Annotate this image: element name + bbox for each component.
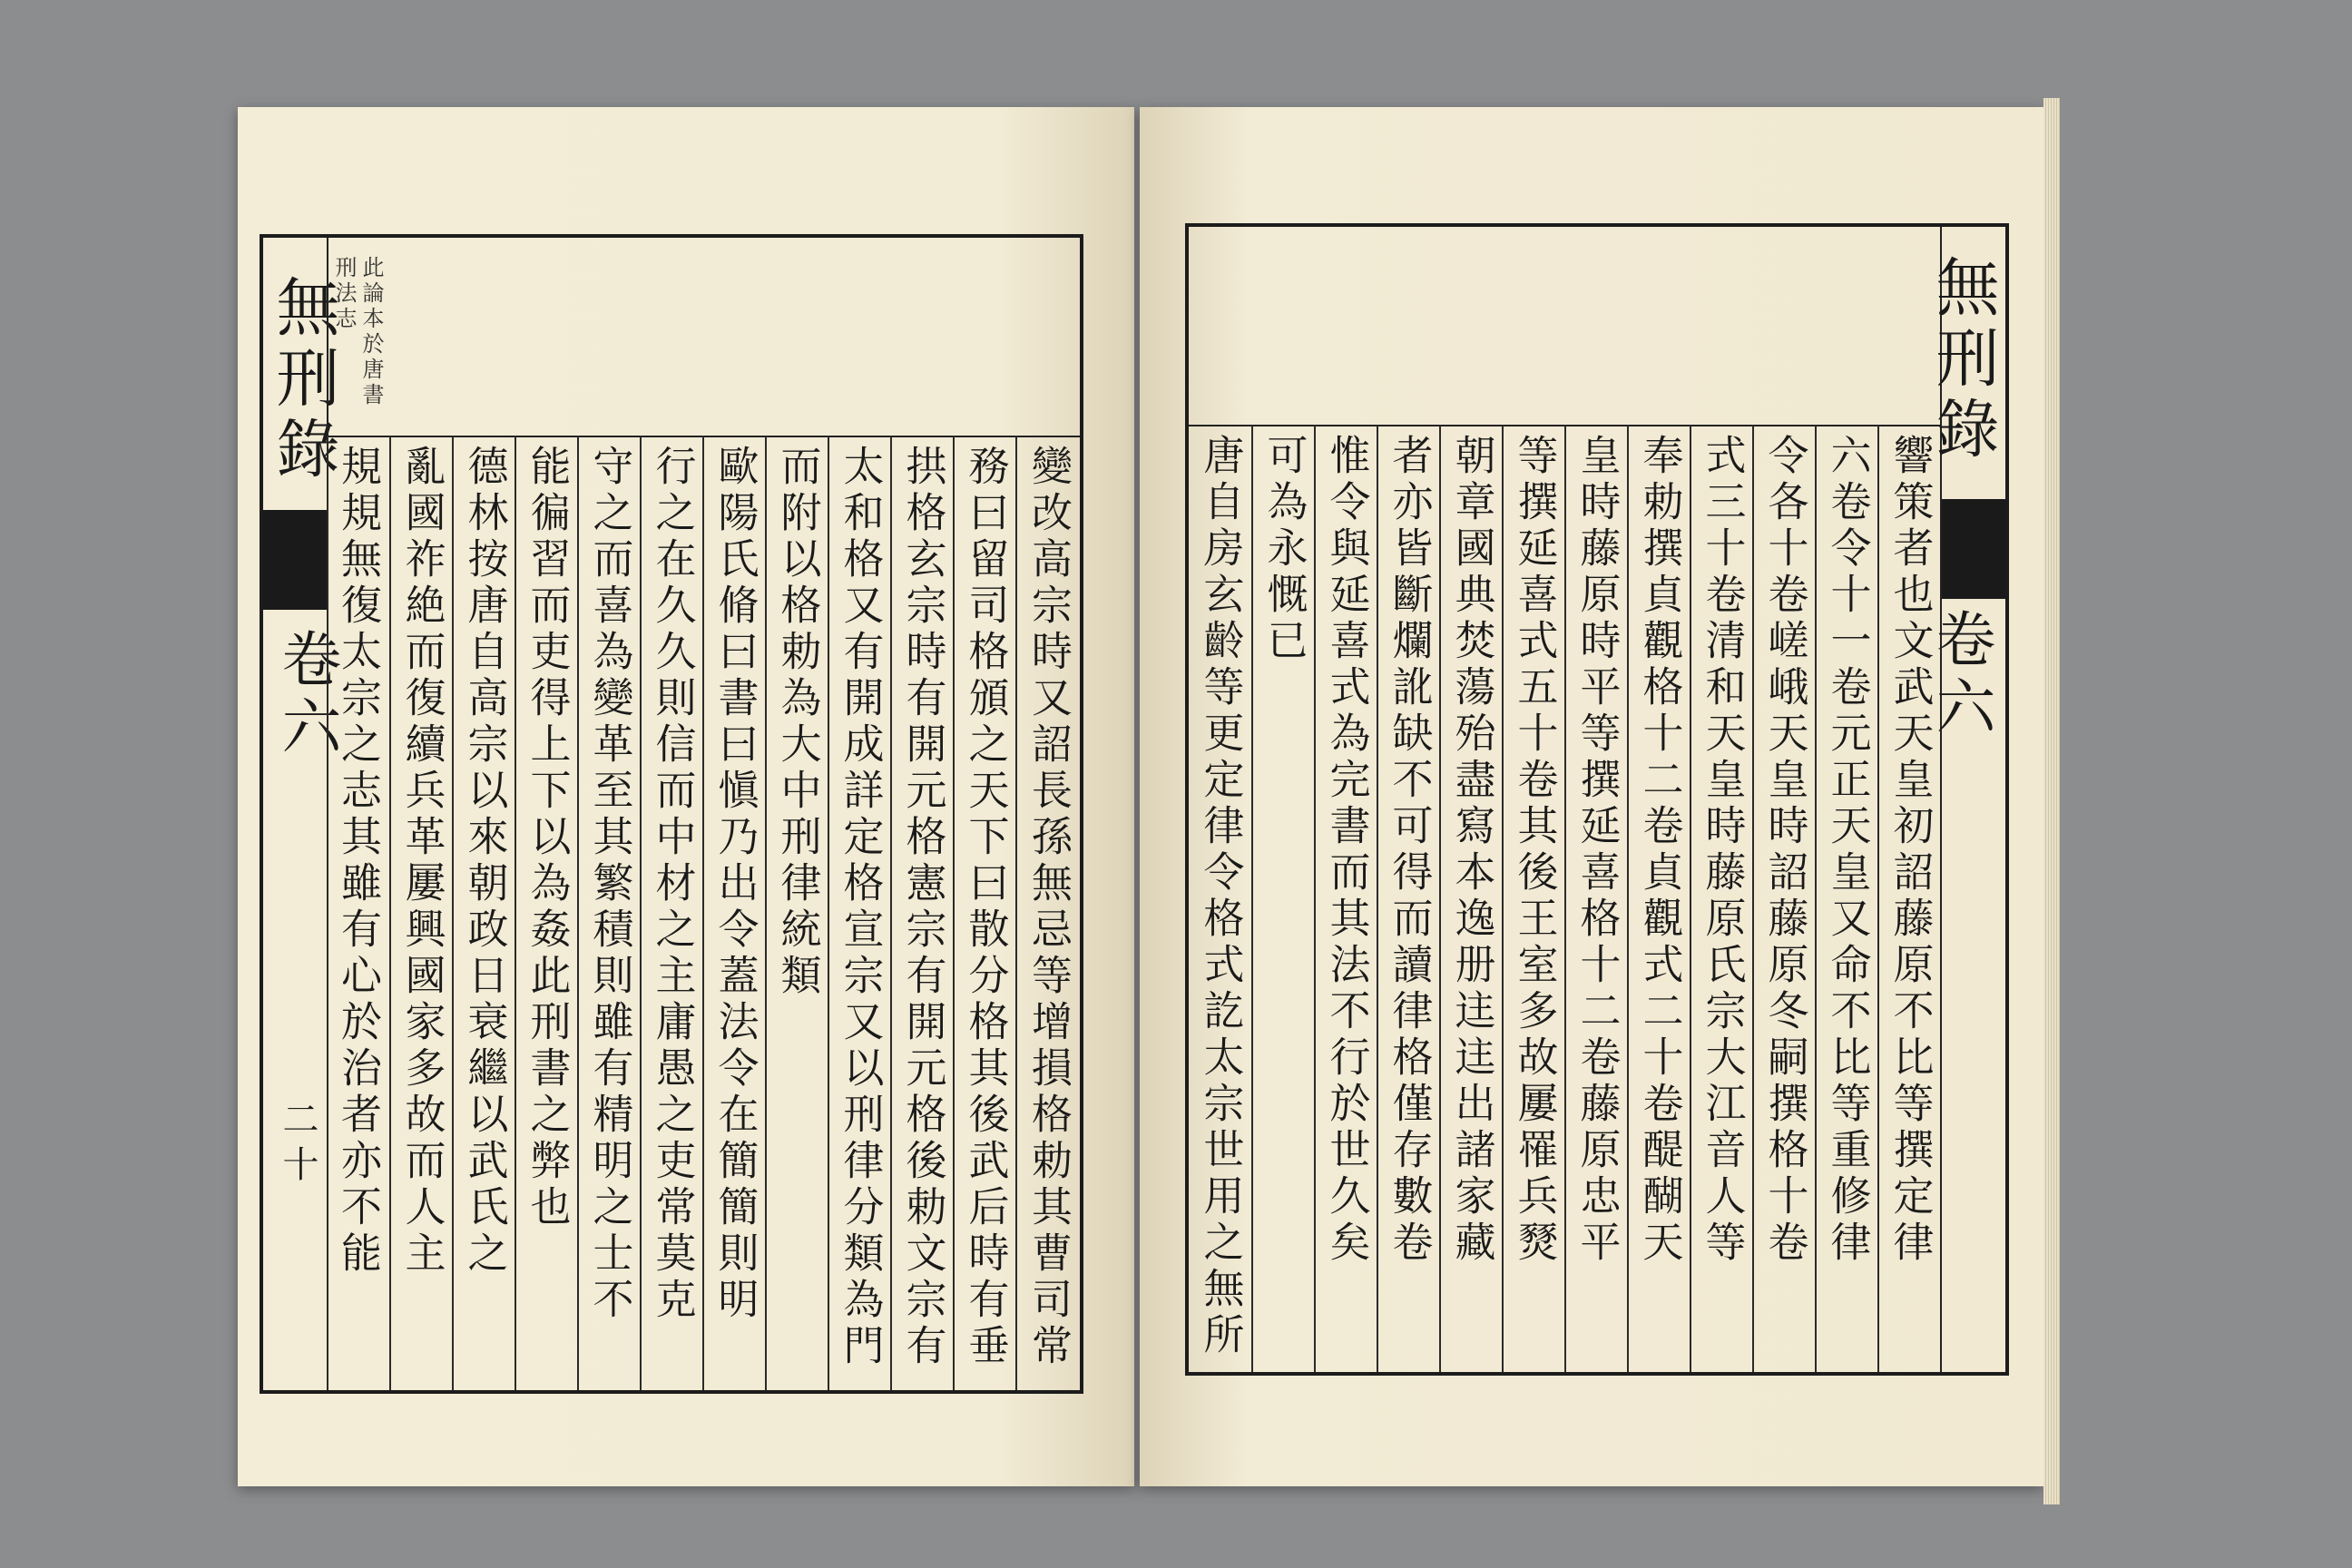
text-column: 惟令與延喜式為完書而其法不行於世久矣 (1314, 425, 1377, 1372)
right-side-band (1942, 499, 2005, 599)
left-side-volume: 卷六 (271, 628, 341, 762)
text-column: 規規無復太宗之志其雖有心於治者亦不能 (327, 436, 387, 1390)
open-book (238, 107, 2053, 1486)
page-edges (2043, 98, 2060, 1504)
text-column: 而附以格勅為大中刑律統類 (765, 436, 828, 1390)
left-note-1: 此論本於唐書 (358, 256, 384, 408)
text-column: 德林按唐自高宗以來朝政日衰繼以武氏之 (452, 436, 514, 1390)
left-note-2: 刑法志 (331, 256, 357, 332)
text-column: 太和格又有開成詳定格宣宗又以刑律分類為門 (828, 436, 890, 1390)
left-page-frame (260, 234, 1083, 1394)
left-side-title: 無刑錄 (266, 274, 340, 486)
left-page (238, 107, 1134, 1486)
left-page-number: 二十 (277, 1100, 318, 1191)
text-column: 式三十卷清和天皇時藤原氏宗大江音人等 (1690, 425, 1752, 1372)
text-column: 能徧習而吏得上下以為姦此刑書之弊也 (514, 436, 577, 1390)
bleed-through (419, 247, 447, 374)
text-column: 可為永慨已 (1251, 425, 1314, 1372)
right-body (1189, 425, 1942, 1372)
text-column: 奉勅撰貞觀格十二卷貞觀式二十卷醍醐天 (1627, 425, 1690, 1372)
text-column: 守之而喜為變革至其繁積則雖有精明之士不 (577, 436, 640, 1390)
text-column: 響策者也文武天皇初詔藤原不比等撰定律 (1877, 425, 1940, 1372)
right-side-title: 無刑錄 (1926, 254, 2000, 466)
right-page (1140, 107, 2043, 1486)
text-column: 亂國祚絶而復續兵革屢興國家多故而人主 (389, 436, 452, 1390)
text-column: 務曰留司格頒之天下曰散分格其後武后時有垂 (953, 436, 1015, 1390)
left-notes-area (327, 238, 1080, 437)
bleed-through (1461, 245, 1489, 372)
left-side-band (263, 510, 327, 610)
text-column: 等撰延喜式五十卷其後王室多故屢罹兵燹 (1502, 425, 1564, 1372)
right-side-volume: 卷六 (1926, 608, 1995, 742)
left-body (327, 436, 1080, 1390)
text-column: 歐陽氏脩曰書曰愼乃出令蓋法令在簡簡則明 (702, 436, 765, 1390)
text-column: 變改高宗時又詔長孫無忌等增損格勅其曹司常 (1015, 436, 1079, 1390)
text-column: 者亦皆斷爛訛缺不可得而讀律格僅存數卷 (1377, 425, 1439, 1372)
right-page-frame (1185, 223, 2009, 1376)
right-notes-area (1189, 227, 1942, 426)
text-column: 唐自房玄齡等更定律令格式訖太宗世用之無所 (1196, 434, 1245, 1359)
text-column: 皇時藤原時平等撰延喜格十二卷藤原忠平 (1564, 425, 1627, 1372)
text-column: 行之在久久則信而中材之主庸愚之吏常莫克 (640, 436, 702, 1390)
text-column: 六卷令十一卷元正天皇又命不比等重修律 (1815, 425, 1877, 1372)
text-column: 令各十卷嵯峨天皇時詔藤原冬嗣撰格十卷 (1752, 425, 1815, 1372)
text-column: 朝章國典焚蕩殆盡寫本逸册迬迬出諸家藏 (1439, 425, 1502, 1372)
text-column: 拱格玄宗時有開元格憲宗有開元格後勅文宗有 (890, 436, 953, 1390)
